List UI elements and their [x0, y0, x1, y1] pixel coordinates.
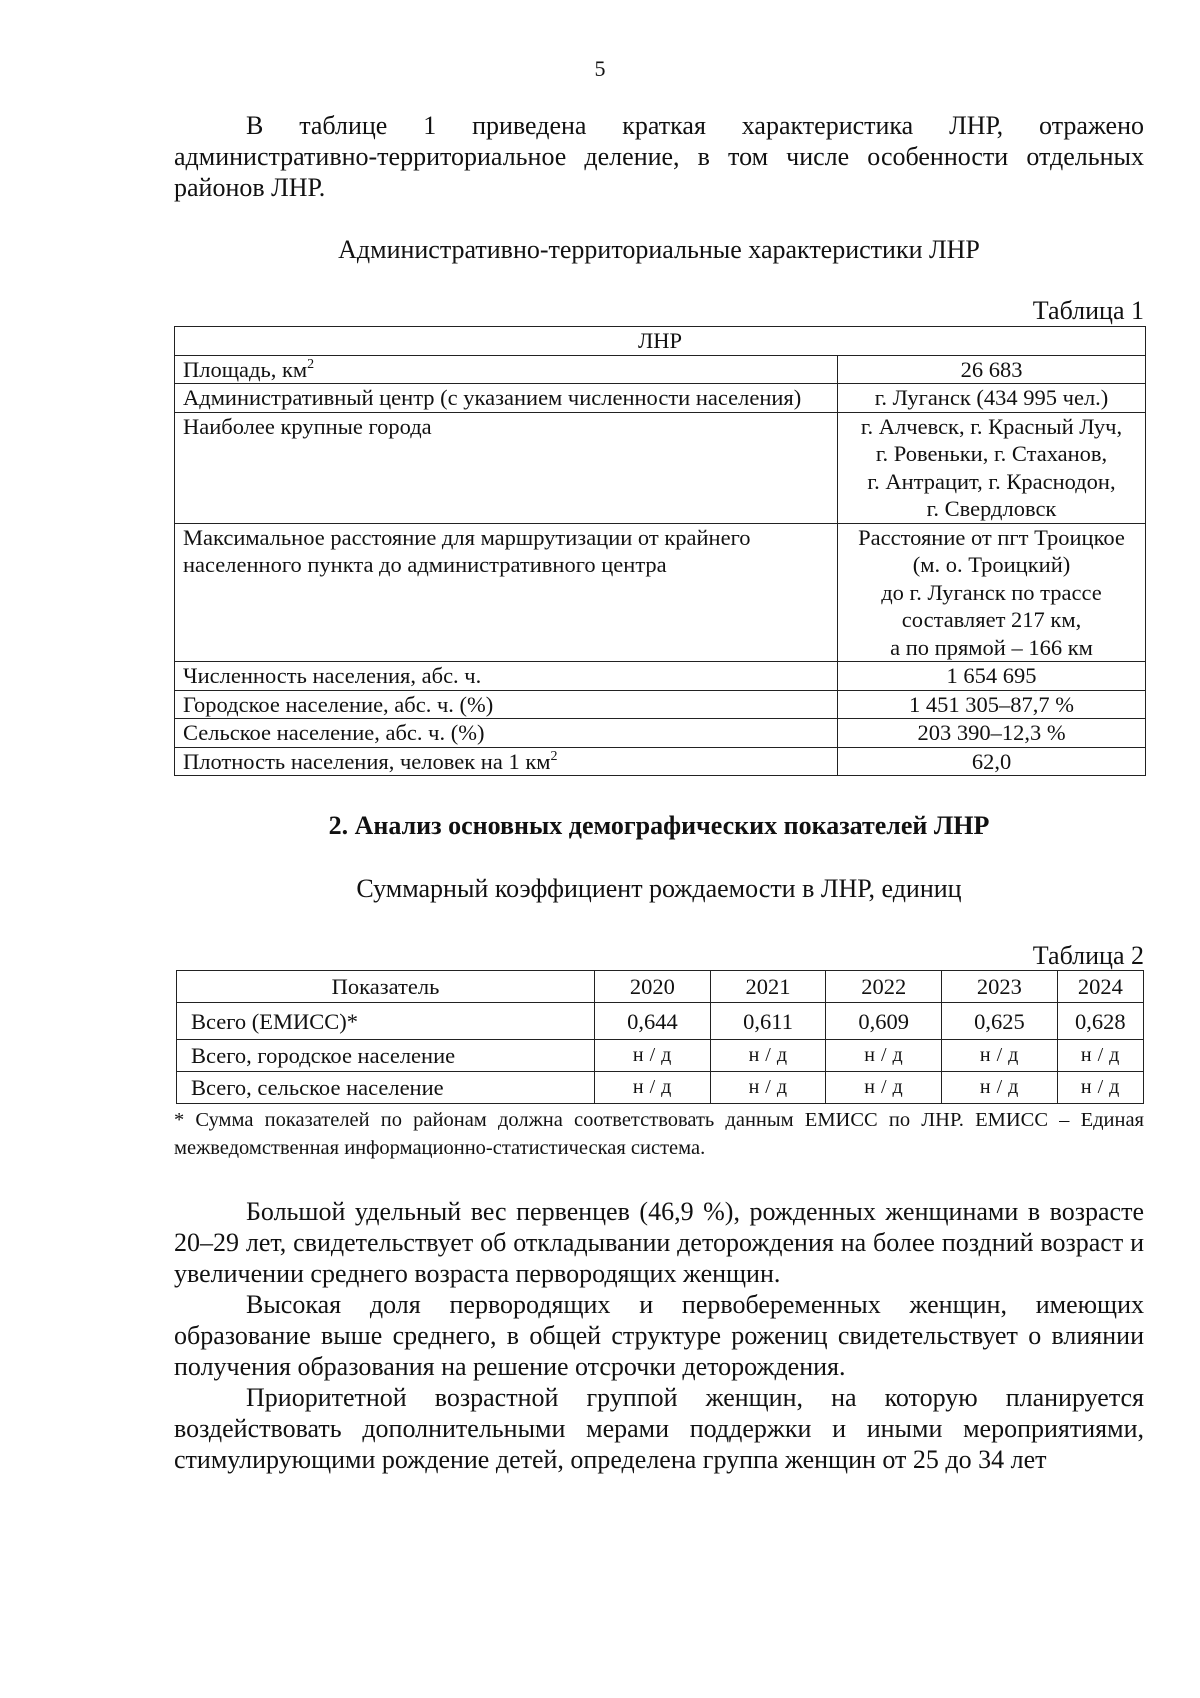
table1 — [174, 326, 1146, 776]
table1-row-value: 1 654 695 — [838, 662, 1146, 691]
table1-row-label: Численность населения, абс. ч. — [175, 662, 838, 691]
table2-cell: н / д — [710, 1072, 826, 1104]
table1-caption: Административно-территориальные характеристики ЛНР — [338, 235, 980, 264]
table1-row-value: Расстояние от пгт Троицкое (м. о. Троицкий) до г. Луганск по трассе составляет 217 км, а по прямой – 166 км — [838, 523, 1146, 662]
table2-cell: Всего, городское население — [177, 1040, 595, 1072]
table2-cell: н / д — [1057, 1072, 1143, 1104]
table2-cell: н / д — [1057, 1040, 1143, 1072]
table2-cell: н / д — [826, 1040, 942, 1072]
table2-footnote: * Сумма показателей по районам должна соответствовать данным ЕМИСС по ЛНР. ЕМИСС – Единая межведомственная информационно-статистическая система. — [174, 1109, 1144, 1159]
table2-cell: н / д — [942, 1072, 1058, 1104]
table1-label: Таблица 1 — [1032, 296, 1144, 325]
table-row — [175, 690, 1146, 719]
table-row — [175, 355, 1146, 384]
table2-header-cell: 2022 — [826, 971, 942, 1003]
table2-cell: Всего, сельское население — [177, 1072, 595, 1104]
table-row — [177, 1040, 1144, 1072]
table2-header-row — [177, 971, 1144, 1003]
table1-row-value: 203 390–12,3 % — [838, 719, 1146, 748]
table-row — [177, 1072, 1144, 1104]
section-heading: 2. Анализ основных демографических показателей ЛНР — [328, 811, 990, 840]
body-paragraph: Большой удельный вес первенцев (46,9 %), рожденных женщинами в возрасте 20–29 лет, свидетельствует об откладывании деторождения на более поздний возраст и увеличении среднего возраста первородящих женщин. — [174, 1197, 1144, 1288]
table2-cell: Всего (ЕМИСС)* — [177, 1003, 595, 1040]
table-row — [175, 719, 1146, 748]
table-row — [175, 523, 1146, 662]
table2-cell: 0,628 — [1057, 1003, 1143, 1040]
table-row — [175, 384, 1146, 413]
table2-header-cell: 2023 — [942, 971, 1058, 1003]
table-row — [175, 747, 1146, 776]
table1-row-label: Площадь, $км^2$ — [175, 355, 838, 384]
table1-row-label: Плотность населения, человек на 1 $км^2$ — [175, 747, 838, 776]
table2 — [176, 970, 1144, 1104]
table1-row-value: 1 451 305–87,7 % — [838, 690, 1146, 719]
table2-cell: 0,625 — [942, 1003, 1058, 1040]
table1-row-label: Административный центр (с указанием численности населения) — [175, 384, 838, 413]
table2-cell: 0,644 — [595, 1003, 711, 1040]
table1-header: ЛНР — [175, 327, 1146, 356]
table1-row-label: Городское население, абс. ч. (%) — [175, 690, 838, 719]
table1-header-row — [175, 327, 1146, 356]
body-paragraph: Высокая доля первородящих и первобеременных женщин, имеющих образование выше среднего, в общей структуре рожениц свидетельствует о влиянии получения образования на решение отсрочки деторождения. — [174, 1290, 1144, 1381]
table1-row-value: 62,0 — [838, 747, 1146, 776]
table2-header-cell: 2024 — [1057, 971, 1143, 1003]
table2-cell: н / д — [942, 1040, 1058, 1072]
table2-cell: 0,611 — [710, 1003, 826, 1040]
table2-cell: 0,609 — [826, 1003, 942, 1040]
table1-row-value: г. Алчевск, г. Красный Луч, г. Ровеньки, г. Стаханов, г. Антрацит, г. Краснодон, г. Свердловск — [838, 412, 1146, 523]
table2-cell: н / д — [826, 1072, 942, 1104]
table2-cell: н / д — [595, 1040, 711, 1072]
table2-label: Таблица 2 — [1032, 941, 1144, 970]
table2-cell: н / д — [595, 1072, 711, 1104]
page-number: 5 — [594, 56, 606, 81]
table-row — [175, 412, 1146, 523]
table2-cell: н / д — [710, 1040, 826, 1072]
table1-row-value: 26 683 — [838, 355, 1146, 384]
table2-header-cell: 2020 — [595, 971, 711, 1003]
table2-header-cell: 2021 — [710, 971, 826, 1003]
table2-header-cell: Показатель — [177, 971, 595, 1003]
intro-paragraph: В таблице 1 приведена краткая характеристика ЛНР, отражено административно-территориальное деление, в том числе особенности отдельных районов ЛНР. — [174, 111, 1144, 202]
table1-row-label: Наиболее крупные города — [175, 412, 838, 523]
body-paragraph: Приоритетной возрастной группой женщин, на которую планируется воздействовать дополнительными мерами поддержки и иными мероприятиями, стимулирующими рождение детей, определена группа женщин от 25 до 34 лет — [174, 1383, 1144, 1474]
table-row — [175, 662, 1146, 691]
table-row — [177, 1003, 1144, 1040]
table1-row-label: Сельское население, абс. ч. (%) — [175, 719, 838, 748]
table2-caption: Суммарный коэффициент рождаемости в ЛНР, единиц — [356, 874, 962, 903]
table1-row-label: Максимальное расстояние для маршрутизации от крайнего населенного пункта до административного центра — [175, 523, 838, 662]
table1-row-value: г. Луганск (434 995 чел.) — [838, 384, 1146, 413]
document-body — [174, 110, 1144, 1475]
